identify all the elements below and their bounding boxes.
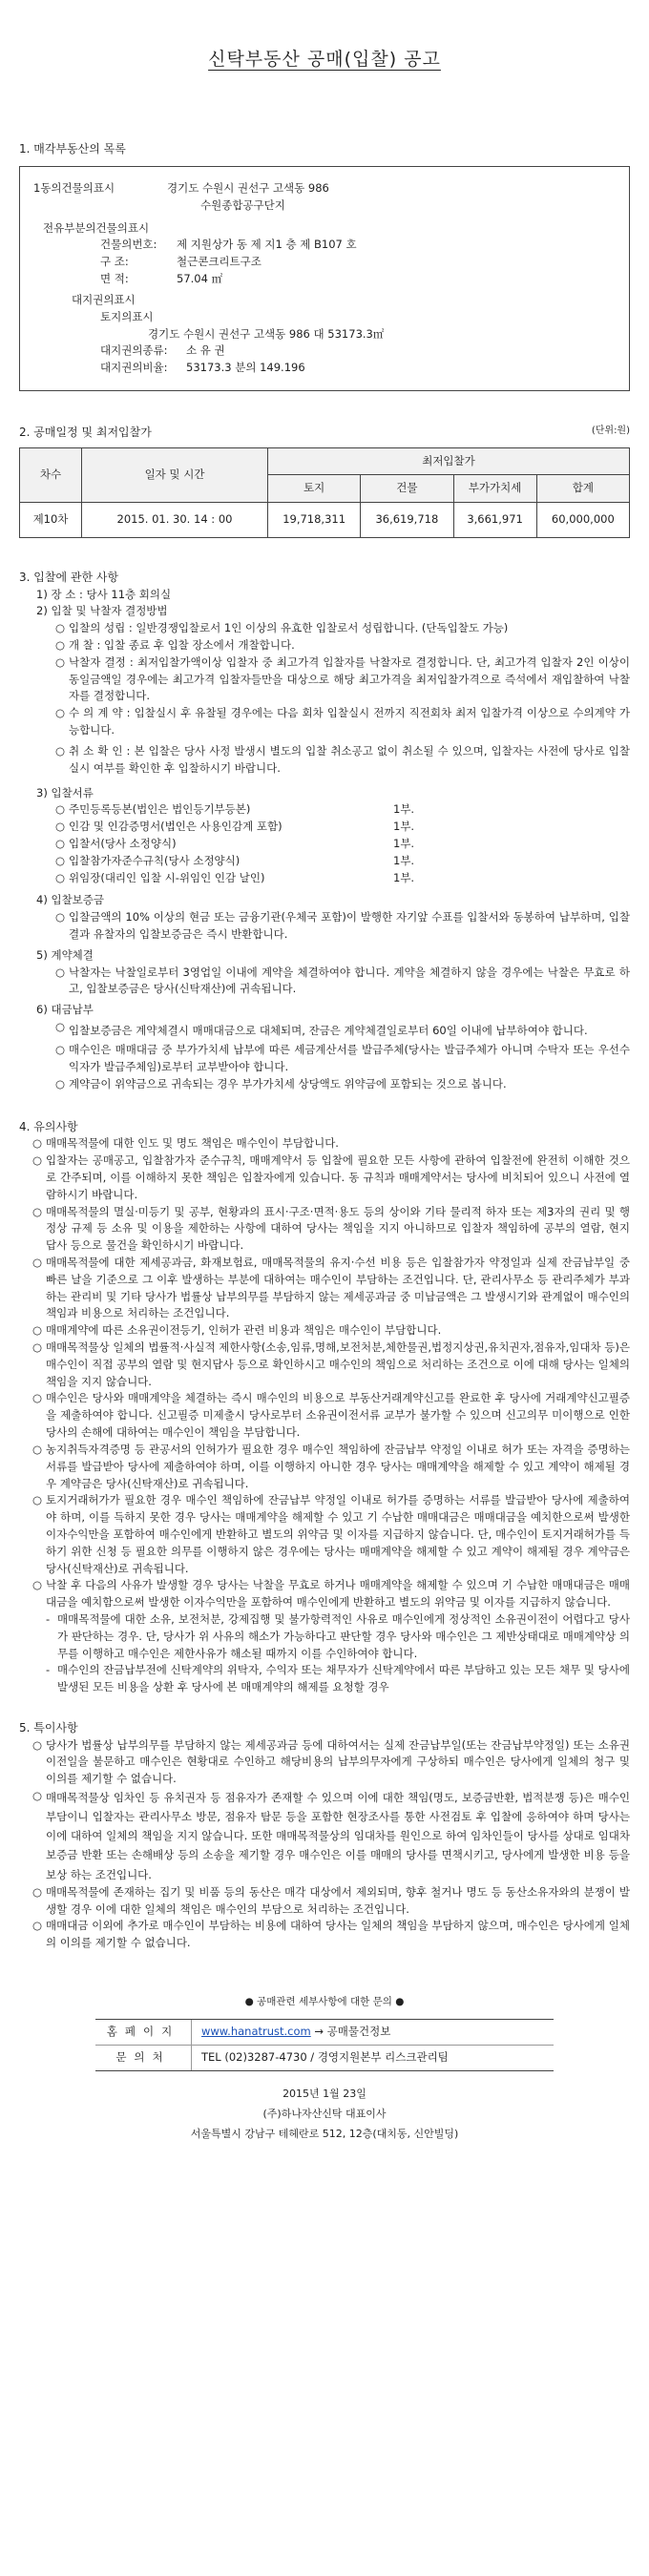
list-item: ○ 당사가 법률상 납부의무를 부담하지 않는 제세공과금 등에 대하여서는 실제 잔금납부일(또는 잔금납부약정일) 또는 소유권이전일을 불문하고 매수인은 현황대로 수인하고 해당비용의 납부의무자에게 구상하되 매수인은 당사에게 일체의 청구 및 이의를 제기할 수 없습니다.: [32, 1737, 630, 1788]
payment-text: 입찰보증금은 계약체결시 매매대금으로 대체되며, 잔금은 계약체결일로부터 60일 이내에 납부하여야 합니다.: [69, 1024, 588, 1038]
special-text: 매매목적물상 임차인 등 유치권자 등 점유자가 존재할 수 있으며 이에 대한 책임(명도, 보증금반환, 법적분쟁 등)은 매수인 부담이니 입찰자는 관리사무소 방문, 점유자 탐문 등을 포함한 현장조사를 통한 사전검토 후 입찰에 응하여야 하며 당사는 이에 대하여 일체의 책임을 지지 않습니다. 또한 매매목적물상의 임대차를 원인으로 하여 임차인들이 당사를 상대로 임대차보증금 반환 또는 손해배상 등의 소송을 제기할 경우 매수인은 이를 매매의 당사를 면책시키고, 당사에게 발생한 비용 등을 보상 하는 조건입니다.: [46, 1791, 630, 1881]
method-text: 개 찰 : 입찰 종료 후 입찰 장소에서 개찰합니다.: [69, 638, 295, 653]
caution-text: 매매계약에 따른 소유권이전등기, 인허가 관련 비용과 책임은 매수인이 부담합니다.: [46, 1323, 442, 1338]
caution-text: 토지거래허가가 필요한 경우 매수인 책임하에 잔금납부 약정일 이내로 허가를 증명하는 서류를 발급받아 당사에 제출하여야 하며, 이를 득하지 못한 경우 당사는 매매계약을 해제할 수 있고 기 수납한 매매대금은 매매대금을 예치한으로써 발생한 이자수익만을 포함하여 매수인에게 반환하고 별도의 위약금 및 이자를 지급하지 않습니다. 단, 매수인이 토지거래허가를 득하기 위한 신청 등 필요한 의무를 이행하지 않은 경우에는 당사는 매매계약을 해제할 수 있고 계약이 해제될 경우 계약금은 당사(신탁재산)로 귀속됩니다.: [46, 1493, 630, 1575]
special-text: 매매대금 이외에 추가로 매수인이 부담하는 비용에 대하여 당사는 일체의 책임을 부담하지 않으며, 매수인은 당사에게 일체의 이의를 제기할 수 없습니다.: [46, 1919, 630, 1950]
list-item: ○ 매매목적물에 존재하는 집기 및 비품 등의 동산은 매각 대상에서 제외되며, 향후 철거나 명도 등 동산소유자와의 분쟁이 발생할 경우 이에 대한 일체의 책임은 매수인의 부담으로 처리하는 조건입니다.: [32, 1884, 630, 1919]
property-box: [19, 166, 630, 391]
doc-copies: 1부.: [393, 853, 415, 867]
bid-place: 1) 장 소 : 당사 11층 회의실: [36, 587, 172, 601]
list-item: ○ 매매대금 이외에 추가로 매수인이 부담하는 비용에 대하여 당사는 일체의 책임을 부담하지 않으며, 매수인은 당사에게 일체의 이의를 제기할 수 없습니다.: [32, 1918, 630, 1952]
bid-docs-list: [36, 801, 630, 886]
doc-text: 입찰서(당사 소정양식): [69, 836, 177, 850]
special-text: 당사가 법률상 납부의무를 부담하지 않는 제세공과금 등에 대하여서는 실제 잔금납부일(또는 잔금납부약정일) 또는 소유권이전일을 불문하고 매수인은 현황대로 수인하고 해당비용의 납부의무자에게 구상하되 매수인은 당사에게 일체의 청구 및 이의를 제기할 수 없습니다.: [46, 1737, 630, 1786]
schedule-table: [19, 447, 630, 538]
caution-subtext: 매수인의 잔금납부전에 신탁계약의 위탁자, 수익자 또는 채무자가 신탁계약에서 따른 부담하고 있는 모든 채무 및 당사에 발생된 모든 비용을 상환 후 당사에 본 매매계약의 해제를 요청할 경우: [57, 1663, 630, 1694]
land-sub-label: 토지의표시: [100, 309, 154, 323]
list-item: ○ 낙찰 후 다음의 사유가 발생할 경우 당사는 낙찰을 무효로 하거나 매매계약을 해제할 수 있으며 기 수납한 매매대금은 매매대금을 예치함으로써 발생한 이자수익만을 포함하여 매수인에게 반환하고 별도의 위약금 및 이자를 지급하지 않습니다.: [32, 1577, 630, 1611]
unit-number-row: [33, 237, 629, 254]
cell-building: 36,619,718: [361, 503, 453, 538]
land-type-value: 소 유 권: [186, 343, 225, 358]
bid-deposit-list: [36, 909, 630, 944]
list-item: ○ 농지취득자격증명 등 관공서의 인허가가 필요한 경우 매수인 책임하에 잔금납부 약정일 이내로 허가 또는 자격을 증명하는 서류를 발급받아 당사에 제출하여야 하며, 이를 이행하지 아니한 경우 당사는 매매계약을 해제할 수 있고 계약이 해제될 경우 계약금은 당사(신탁재산)로 귀속됩니다.: [32, 1442, 630, 1492]
unit-label: (단위:원): [591, 425, 630, 436]
list-item: ○ 토지거래허가가 필요한 경우 매수인 책임하에 잔금납부 약정일 이내로 허가를 증명하는 서류를 발급받아 당사에 제출하여야 하며, 이를 득하지 못한 경우 당사는 매매계약을 해제할 수 있고 기 수납한 매매대금은 매매대금을 예치한으로써 발생한 이자수익만을 포함하여 매수인에게 반환하고 별도의 위약금 및 이자를 지급하지 않습니다. 단, 매수인이 토지거래허가를 득하기 위한 신청 등 필요한 의무를 이행하지 않은 경우에는 당사는 매매계약을 해제할 수 있고 계약이 해제될 경우 계약금은 당사(신탁재산)로 귀속됩니다.: [32, 1492, 630, 1577]
land-type-key: 대지권의종류:: [100, 343, 168, 358]
homepage-value: [192, 2020, 554, 2045]
list-item: ○ 매매계약에 따른 소유권이전등기, 인허가 관련 비용과 책임은 매수인이 부담합니다.: [32, 1322, 630, 1340]
list-item: ○ 매매목적물에 대한 인도 및 명도 책임은 매수인이 부담합니다.: [32, 1135, 630, 1153]
header-building: 건물: [361, 475, 453, 503]
deposit-text: 입찰금액의 10% 이상의 현금 또는 금융기관(우체국 포함)이 발행한 자기앞 수표를 입찰서와 동봉하여 납부하며, 입찰결과 유찰자의 입찰보증금은 즉시 반환합니다.: [69, 910, 630, 942]
area-value: 57.04 ㎡: [177, 272, 223, 286]
caution-text: 농지취득자격증명 등 관공서의 인허가가 필요한 경우 매수인 책임하에 잔금납부 약정일 이내로 허가 또는 자격을 증명하는 서류를 발급받아 당사에 제출하여야 하며, 이를 이행하지 아니한 경우 당사는 매매계약을 해제할 수 있고 계약이 해제될 경우 계약금은 당사(신탁재산)로 귀속됩니다.: [46, 1442, 630, 1490]
contact-note: ● 공매관련 세부사항에 대한 문의 ●: [244, 1995, 405, 2007]
bid-payment-list: [36, 1019, 630, 1093]
bid-section-body: [19, 587, 630, 1093]
section-caution-heading: 4. 유의사항: [19, 1119, 78, 1133]
table-row: [20, 503, 630, 538]
doc-text: 입찰참가자준수규칙(당사 소정양식): [69, 853, 241, 867]
caution-text: 낙찰 후 다음의 사유가 발생할 경우 당사는 낙찰을 무효로 하거나 매매계약을 해제할 수 있으며 기 수납한 매매대금은 매매대금을 예치함으로써 발생한 이자수익만을 포함하여 매수인에게 반환하고 별도의 위약금 및 이자를 지급하지 않습니다.: [46, 1578, 630, 1610]
section-special-heading: 5. 특이사항: [19, 1721, 78, 1735]
list-item: ○ 위임장(대리인 입찰 시-위임인 인감 날인) 1부.: [55, 870, 630, 887]
doc-text: 인감 및 인감증명서(법인은 사용인감계 포함): [69, 820, 283, 834]
area-row: [33, 271, 629, 288]
list-item: ○ 취 소 확 인 : 본 입찰은 당사 사정 발생시 별도의 입찰 취소공고 없이 취소될 수 있으며, 입찰자는 사전에 당사로 입찰 실시 여부를 확인한 후 입찰하시기 바랍니다.: [55, 743, 630, 778]
special-list: [19, 1737, 630, 1952]
payment-text: 계약금이 위약금으로 귀속되는 경우 부가가치세 상당액도 위약금에 포함되는 것으로 봅니다.: [69, 1076, 507, 1091]
caution-text: 매매목적물에 대한 제세공과금, 화재보험료, 매매목적물의 유지·수선 비용 등은 입찰참가자 약정일과 실제 잔금납부일 중 빠른 날을 기준으로 그 이후 발생하는 부분에 대하여는 매수인이 부담하는 조건입니다. 단, 관리사무소 등 관리주체가 부과하는 관리비 및 기타 당사가 법률상 납부의무를 부담하지 않는 제세공과금 중 미납금액은 그 발생시기와 관계없이 매수인의 책임과 비용으로 처리하는 조건입니다.: [46, 1255, 630, 1320]
list-item: ○ 입찰서(당사 소정양식) 1부.: [55, 836, 630, 853]
list-item: ○ 입찰참가자준수규칙(당사 소정양식) 1부.: [55, 853, 630, 870]
list-item: ○ 매매목적물상 임차인 등 유치권자 등 점유자가 존재할 수 있으며 이에 대한 책임(명도, 보증금반환, 법적분쟁 등)은 매수인 부담이니 입찰자는 관리사무소 방문, 점유자 탐문 등을 포함한 현장조사를 통한 사전검토 후 입찰에 응하여야 하며 당사는 이에 대하여 일체의 책임을 지지 않습니다. 또한 매매목적물상의 임대차를 원인으로 하여 임차인들이 당사를 상대로 임대차보증금 반환 또는 손해배상 등의 소송을 제기할 경우 매수인은 이를 매매의 당사를 면책시키고, 당사에게 발생한 비용 등을 보상 하는 조건입니다.: [32, 1788, 630, 1884]
caution-subtext: 매매목적물에 대한 소유, 보전처분, 강제집행 및 불가항력적인 사유로 매수인에게 정상적인 소유권이전이 어렵다고 당사가 판단하는 경우. 단, 당사가 위 사유의 해소가 가능하다고 판단할 경우 당사와 매수인은 그 제반상태대로 매매계약상 의무를 이행하고 매수인은 제한사유가 해소될 때까지 이를 수인하여야 합니다.: [57, 1612, 630, 1660]
structure-value: 철근콘크리트구조: [177, 255, 262, 269]
header-land: 토지: [268, 475, 361, 503]
bid-contract-list: [36, 965, 630, 999]
structure-row: [33, 254, 629, 271]
area-key: 면 적:: [100, 272, 129, 286]
list-item: - 매수인의 잔금납부전에 신탁계약의 위탁자, 수익자 또는 채무자가 신탁계약에서 따른 부담하고 있는 모든 채무 및 당사에 발생된 모든 비용을 상환 후 당사에 본 매매계약의 해제를 요청할 경우: [32, 1662, 630, 1696]
caution-text: 매매목적물의 멸실·미등기 및 공부, 현황과의 표시·구조·면적·용도 등의 상이와 기타 물리적 하자 또는 제3자의 권리 및 행정상 규제 등 소유 및 이용을 제한하는 사항에 대하여 당사는 책임을 지지 아니하므로 입찰자 책임하에 공부의 열람, 현지 답사 등으로 물건을 확인하시기 바랍니다.: [46, 1204, 630, 1253]
cell-round: 제10차: [20, 503, 82, 538]
doc-copies: 1부.: [393, 802, 415, 817]
page-title: 신탁부동산 공매(입찰) 공고: [208, 49, 441, 70]
land-ratio-value: 53173.3 분의 149.196: [186, 361, 305, 375]
doc-copies: 1부.: [393, 870, 415, 884]
list-item: ○ 매매목적물상 일체의 법률적·사실적 제한사항(소송,임류,명해,보전처분,체한물권,법정지상권,유치권자,점유자,임대차 등)은 매수인이 직접 공부의 열람 및 현지답사 등으로 확인하시고 매수인의 책임으로 처리하는 조건으로 이에 대해 당사는 일체의 책임을 지지 않습니다.: [32, 1340, 630, 1390]
building-address: 경기도 수원시 권선구 고색동 986: [167, 181, 329, 196]
contact-table: [95, 2019, 554, 2071]
list-item: - 매매목적물에 대한 소유, 보전처분, 강제집행 및 불가항력적인 사유로 매수인에게 정상적인 소유권이전이 어렵다고 당사가 판단하는 경우. 단, 당사가 위 사유의 해소가 가능하다고 판단할 경우 당사와 매수인은 그 제반상태대로 매매계약상 의무를 이행하고 매수인은 제한사유가 해소될 때까지 이를 수인하여야 합니다.: [32, 1611, 630, 1662]
list-item: ○ 입찰의 성립 : 일반경쟁입찰로서 1인 이상의 유효한 입찰로서 성립합니다. (단독입찰도 가능): [55, 620, 630, 637]
list-item: ○ 낙찰자는 낙찰일로부터 3영업일 이내에 계약을 체결하여야 합니다. 계약을 체결하지 않을 경우에는 낙찰은 무효로 하고, 입찰보증금은 당사(신탁재산)에 귀속됩니다.: [55, 965, 630, 999]
method-text: 낙찰자 결정 : 최저입찰가액이상 입찰자 중 최고가격 입찰자를 낙찰자로 결정합니다. 단, 최고가격 입찰자 2인 이상이 동일금액일 경우에는 최고가격 입찰자들만을 대상으로 해당 최고가격을 최저입찰가격으로 즉석에서 재입찰하여 낙찰자를 결정합니다.: [69, 654, 630, 703]
bid-payment-heading: 6) 대금납부: [36, 1003, 94, 1017]
structure-key: 구 조:: [100, 255, 129, 269]
payment-text: 매수인은 매매대금 중 부가가치세 납부에 따른 세금계산서를 발급주체(당사는 발급주체가 아니며 수탁자 또는 우선수익자가 발급주체임)로부터 교부받아야 합니다.: [69, 1043, 630, 1074]
homepage-key: 홈페이지: [95, 2020, 192, 2045]
footer-company: (주)하나자산신탁 대표이사: [262, 2107, 387, 2120]
homepage-link[interactable]: www.hanatrust.com: [201, 2025, 311, 2039]
caution-text: 매매목적물에 대한 인도 및 명도 책임은 매수인이 부담합니다.: [46, 1136, 339, 1151]
header-date: 일자 및 시간: [82, 447, 268, 503]
section-property-list-heading: 1. 매각부동산의 목록: [19, 142, 126, 156]
cell-date: 2015. 01. 30. 14 : 00: [82, 503, 268, 538]
list-item: ○ 주민등록등본(법인은 법인등기부등본) 1부.: [55, 801, 630, 819]
cell-vat: 3,661,971: [453, 503, 536, 538]
caution-list: [19, 1135, 630, 1696]
notice-page: [19, 0, 630, 2145]
bid-method-heading: 2) 입찰 및 낙찰자 결정방법: [36, 604, 168, 618]
list-item: ○ 입찰자는 공매공고, 입찰참가자 준수규칙, 매매계약서 등 입찰에 필요한 모든 사항에 관하여 입찰전에 완전히 이해한 것으로 간주되며, 이를 이해하지 못한 책임은 입찰자에게 있습니다. 동 규칙과 매매계약서는 당사에 비치되어 있으니 사전에 열람하시기 바랍니다.: [32, 1153, 630, 1203]
building-label: 1동의건물의표시: [33, 181, 115, 196]
schedule-header: [19, 424, 630, 442]
contact-row-homepage: [95, 2020, 554, 2046]
inquiry-key: 문의처: [95, 2046, 192, 2070]
list-item: ○ 입찰금액의 10% 이상의 현금 또는 금융기관(우체국 포함)이 발행한 자기앞 수표를 입찰서와 동봉하여 납부하며, 입찰결과 유찰자의 입찰보증금은 즉시 반환합니다.: [55, 909, 630, 944]
list-item: ○ 매매목적물의 멸실·미등기 및 공부, 현황과의 표시·구조·면적·용도 등의 상이와 기타 물리적 하자 또는 제3자의 권리 및 행정상 규제 등 소유 및 이용을 제한하는 사항에 대하여 당사는 책임을 지지 아니하므로 입찰자 책임하에 공부의 열람, 현지 답사 등으로 물건을 확인하시기 바랍니다.: [32, 1204, 630, 1255]
section-schedule-heading: 2. 공매일정 및 최저입찰가: [19, 425, 152, 439]
doc-copies: 1부.: [393, 820, 415, 834]
land-type-row: [33, 343, 629, 360]
header-vat: 부가가치세: [453, 475, 536, 503]
bid-method-list: [36, 620, 630, 777]
contract-text: 낙찰자는 낙찰일로부터 3영업일 이내에 계약을 체결하여야 합니다. 계약을 체결하지 않을 경우에는 낙찰은 무효로 하고, 입찰보증금은 당사(신탁재산)에 귀속됩니다.: [69, 965, 630, 996]
header-round: 차수: [20, 447, 82, 503]
footer-date: 2015년 1월 23일: [283, 2087, 366, 2100]
list-item: ○ 수 의 계 약 : 입찰실시 후 유찰될 경우에는 다음 회차 입찰실시 전까지 직전회차 최저 입찰가격 이상으로 수의계약 가능합니다.: [55, 705, 630, 739]
special-text: 매매목적물에 존재하는 집기 및 비품 등의 동산은 매각 대상에서 제외되며, 향후 철거나 명도 등 동산소유자와의 분쟁이 발생할 경우 이에 대한 일체의 책임은 매수인의 부담으로 처리하는 조건입니다.: [46, 1884, 630, 1916]
inquiry-value: TEL (02)3287-4730 / 경영지원본부 리스크관리팀: [201, 2050, 449, 2065]
cell-land: 19,718,311: [268, 503, 361, 538]
footer: [19, 2085, 630, 2145]
list-item: ○ 인감 및 인감증명서(법인은 사용인감계 포함) 1부.: [55, 819, 630, 836]
unit-number-key: 건물의번호:: [100, 238, 157, 252]
doc-text: 주민등록등본(법인은 법인등기부등본): [69, 802, 251, 817]
list-item: ○ 매수인은 당사와 매매계약을 체결하는 즉시 매수인의 비용으로 부동산거래계약신고를 완료한 후 당사에 거래계약신고필증을 제출하여야 합니다. 신고필증 미제출시 당사로부터 소유권이전서류 교부가 불가할 수 있으며 신고의무 미이행으로 인한 당사의 손해에 대하여는 매수인이 책임을 부담합니다.: [32, 1390, 630, 1441]
building-row: [33, 180, 629, 197]
cell-total: 60,000,000: [536, 503, 629, 538]
caution-text: 매매목적물상 일체의 법률적·사실적 제한사항(소송,임류,명해,보전처분,체한물권,법정지상권,유치권자,점유자,임대차 등)은 매수인이 직접 공부의 열람 및 현지답사 등으로 확인하시고 매수인의 책임으로 처리하는 조건으로 이에 대해 당사는 일체의 책임을 지지 않습니다.: [46, 1340, 630, 1388]
list-item: ○ 매수인은 매매대금 중 부가가치세 납부에 따른 세금계산서를 발급주체(당사는 발급주체가 아니며 수탁자 또는 우선수익자가 발급주체임)로부터 교부받아야 합니다.: [55, 1042, 630, 1076]
caution-text: 매수인은 당사와 매매계약을 체결하는 즉시 매수인의 비용으로 부동산거래계약신고를 완료한 후 당사에 거래계약신고필증을 제출하여야 합니다. 신고필증 미제출시 당사로부터 소유권이전서류 교부가 불가할 수 있으며 신고의무 미이행으로 인한 당사의 손해에 대하여는 매수인이 책임을 부담합니다.: [46, 1391, 630, 1440]
list-item: ○ 계약금이 위약금으로 귀속되는 경우 부가가치세 상당액도 위약금에 포함되는 것으로 봅니다.: [55, 1076, 630, 1093]
exclusive-label: 전유부분의건물의표시: [43, 220, 150, 235]
header-total: 합계: [536, 475, 629, 503]
building-address-2: 수원종합공구단지: [200, 197, 285, 212]
list-item: ○ 매매목적물에 대한 제세공과금, 화재보험료, 매매목적물의 유지·수선 비용 등은 입찰참가자 약정일과 실제 잔금납부일 중 빠른 날을 기준으로 그 이후 발생하는 부분에 대하여는 매수인이 부담하는 조건입니다. 단, 관리사무소 등 관리주체가 부과하는 관리비 및 기타 당사가 법률상 납부의무를 부담하지 않는 제세공과금 중 미납금액은 그 발생시기와 관계없이 매수인의 책임과 비용으로 처리하는 조건입니다.: [32, 1255, 630, 1322]
homepage-arrow: → 공매물건정보: [314, 2025, 391, 2039]
caution-text: 입찰자는 공매공고, 입찰참가자 준수규칙, 매매계약서 등 입찰에 필요한 모든 사항에 관하여 입찰전에 완전히 이해한 것으로 간주되며, 이를 이해하지 못한 책임은 입찰자에게 있습니다. 동 규칙과 매매계약서는 당사에 비치되어 있으니 사전에 열람하시기 바랍니다.: [46, 1153, 630, 1201]
footer-address: 서울특별시 강남구 테헤란로 512, 12층(대치동, 신안빌딩): [190, 2127, 459, 2140]
contact-row-inquiry: [95, 2046, 554, 2070]
doc-copies: 1부.: [393, 836, 415, 850]
method-text: 취 소 확 인 : 본 입찰은 당사 사정 발생시 별도의 입찰 취소공고 없이 취소될 수 있으며, 입찰자는 사전에 당사로 입찰 실시 여부를 확인한 후 입찰하시기 바랍니다.: [69, 743, 630, 775]
list-item: ○ 낙찰자 결정 : 최저입찰가액이상 입찰자 중 최고가격 입찰자를 낙찰자로 결정합니다. 단, 최고가격 입찰자 2인 이상이 동일금액일 경우에는 최고가격 입찰자들만을 대상으로 해당 최고가격을 최저입찰가격으로 즉석에서 재입찰하여 낙찰자를 결정합니다.: [55, 654, 630, 705]
list-item: ○ 개 찰 : 입찰 종료 후 입찰 장소에서 개찰합니다.: [55, 637, 630, 654]
land-ratio-key: 대지권의비율:: [100, 361, 168, 375]
unit-number-value: 제 지원상가 동 제 지1 층 제 B107 호: [177, 238, 357, 252]
bid-contract-heading: 5) 계약체결: [36, 947, 94, 962]
bid-deposit-heading: 4) 입찰보증금: [36, 893, 105, 907]
land-ratio-row: [33, 360, 629, 377]
header-min-price: 최저입찰가: [268, 447, 630, 475]
list-item: ○ 입찰보증금은 계약체결시 매매대금으로 대체되며, 잔금은 계약체결일로부터 60일 이내에 납부하여야 합니다.: [55, 1019, 630, 1042]
bid-docs-heading: 3) 입찰서류: [36, 785, 94, 800]
doc-text: 위임장(대리인 입찰 시-위임인 인감 날인): [69, 870, 265, 884]
land-label: 대지권의표시: [72, 292, 136, 306]
land-address: 경기도 수원시 권선구 고색동 986 대 53173.3㎡: [148, 326, 385, 341]
method-text: 입찰의 성립 : 일반경쟁입찰로서 1인 이상의 유효한 입찰로서 성립합니다. (단독입찰도 가능): [69, 621, 509, 635]
method-text: 수 의 계 약 : 입찰실시 후 유찰될 경우에는 다음 회차 입찰실시 전까지 직전회차 최저 입찰가격 이상으로 수의계약 가능합니다.: [69, 706, 630, 737]
section-bid-heading: 3. 입찰에 관한 사항: [19, 571, 119, 584]
